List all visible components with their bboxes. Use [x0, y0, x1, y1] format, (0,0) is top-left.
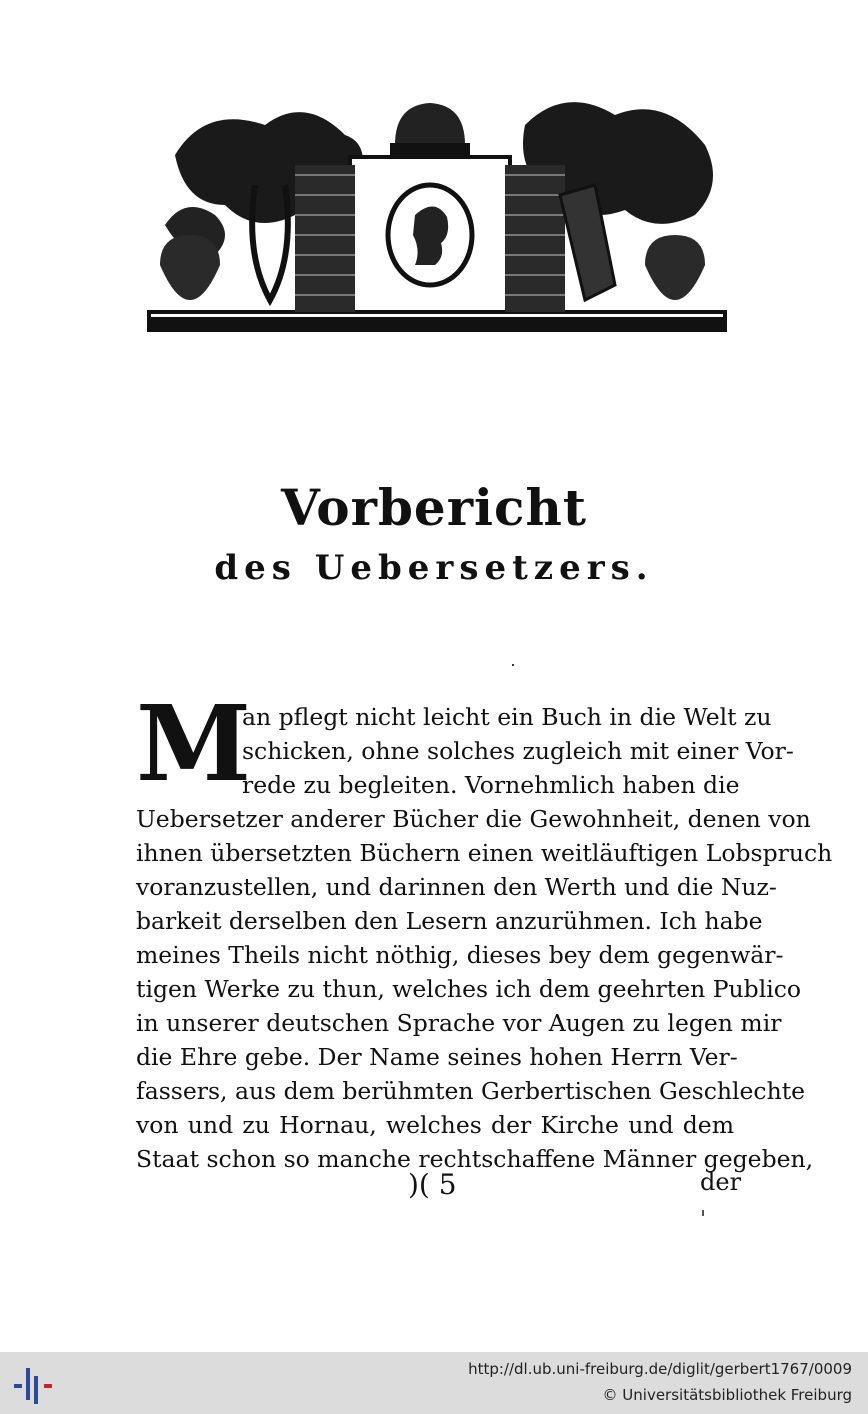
- text-line: ihnen übersetzten Büchern einen weitläuftigen Lobspruch: [136, 839, 833, 867]
- text-line: in unserer deutschen Sprache vor Augen zu legen mir: [136, 1009, 782, 1037]
- footer-bar: [0, 1352, 868, 1414]
- copyright-notice: © Universitätsbibliothek Freiburg: [602, 1386, 852, 1404]
- text-line: barkeit derselben den Lesern anzurühmen. Ich habe: [136, 907, 763, 935]
- catchword: der: [700, 1168, 742, 1196]
- page-url[interactable]: http://dl.ub.uni-freiburg.de/diglit/gerbert1767/0009: [468, 1360, 852, 1378]
- text-line: rede zu begleiten. Vornehmlich haben die: [242, 771, 740, 799]
- text-line: Staat schon so manche rechtschaffene Männer gegeben,: [136, 1145, 814, 1173]
- text-line: schicken, ohne solches zugleich mit einer Vor-: [242, 737, 794, 765]
- text-line: meines Theils nicht nöthig, dieses bey dem gegenwär-: [136, 941, 784, 969]
- text-line: voranzustellen, und darinnen den Werth und die Nuz-: [136, 873, 777, 901]
- ornamental-vignette: [145, 85, 730, 335]
- ink-speck: [512, 664, 514, 666]
- page-title: Vorbericht: [281, 478, 587, 537]
- text-line: tigen Werke zu thun, welches ich dem geehrten Publico: [136, 975, 802, 1003]
- text-line: die Ehre gebe. Der Name seines hohen Herrn Ver-: [136, 1043, 738, 1071]
- body-text: [136, 682, 833, 1176]
- text-line: von und zu Hornau, welches der Kirche und dem: [136, 1111, 734, 1139]
- page-subtitle: des Uebersetzers.: [214, 548, 654, 588]
- text-line: an pflegt nicht leicht ein Buch in die Welt zu: [242, 703, 772, 731]
- text-line: fassers, aus dem berühmten Gerbertischen Geschlechte: [136, 1077, 806, 1105]
- drop-capital: M: [136, 682, 252, 805]
- ink-speck: [702, 1210, 704, 1216]
- signature-mark: )( 5: [408, 1168, 457, 1201]
- text-line: Uebersetzer anderer Bücher die Gewohnheit, denen von: [136, 805, 811, 833]
- library-logo-icon: [10, 1362, 56, 1406]
